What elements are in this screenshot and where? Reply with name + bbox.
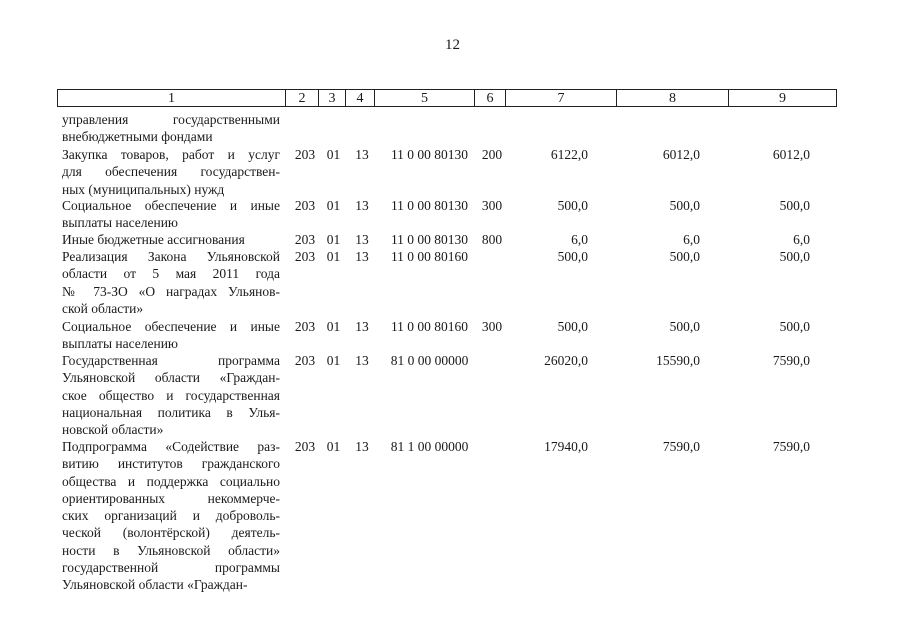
row-name-line: общества и поддержка социально (62, 473, 280, 489)
cell-c4: 13 (355, 198, 369, 213)
row-name (62, 146, 280, 198)
row-name (62, 352, 280, 438)
cell-c7: 6122,0 (550, 147, 588, 162)
row-name-line: Ульяновской области «Граждан- (62, 370, 280, 386)
cell-c7: 17940,0 (544, 439, 588, 454)
header-cell-1: 1 (58, 90, 286, 106)
row-name-line: ориентированных некоммерче- (62, 490, 280, 506)
row-name-line: ское общество и государственная (62, 387, 280, 403)
cell-c3: 01 (326, 249, 341, 264)
row-name-line: государственной программы (62, 560, 280, 576)
cell-c9: 500,0 (779, 249, 810, 264)
cell-c3: 01 (326, 232, 341, 247)
cell-c5: 11 0 00 80130 (390, 147, 469, 162)
cell-c3: 01 (326, 319, 341, 334)
header-cell-8: 8 (617, 90, 729, 106)
row-name-line: ных (муниципальных) нужд (62, 181, 225, 197)
header-cell-6: 6 (475, 90, 506, 106)
cell-c9: 7590,0 (772, 353, 810, 368)
cell-c5: 11 0 00 80160 (390, 319, 469, 334)
cell-c4: 13 (355, 232, 369, 247)
cell-c4: 13 (355, 319, 369, 334)
cell-c7: 26020,0 (544, 353, 588, 368)
row-name-line: Реализация Закона Ульяновской (62, 249, 280, 264)
cell-c8: 15590,0 (656, 353, 700, 368)
cell-c9: 6,0 (793, 232, 810, 247)
cell-c4: 13 (355, 439, 369, 454)
row-name-line: области от 5 мая 2011 года (62, 266, 280, 282)
cell-c3: 01 (326, 353, 341, 368)
cell-c8: 500,0 (669, 319, 700, 334)
cell-c2: 203 (294, 147, 316, 162)
row-name-line: ских организаций и доброволь- (62, 508, 280, 524)
cell-c7: 6,0 (571, 232, 588, 247)
cell-c3: 01 (326, 147, 341, 162)
row-name-line: ности в Ульяновской области» (62, 542, 280, 558)
row-name-line: для обеспечения государствен- (62, 164, 280, 180)
cell-c8: 500,0 (669, 198, 700, 213)
row-name (62, 438, 280, 594)
cell-c9: 6012,0 (772, 147, 810, 162)
row-name-line: Социальное обеспечение и иные (62, 198, 280, 213)
header-cell-4: 4 (346, 90, 375, 106)
cell-c2: 203 (294, 353, 316, 368)
row-name-line: Закупка товаров, работ и услуг (62, 147, 280, 162)
row-name-line: № 73-ЗО «О наградах Ульянов- (62, 283, 280, 299)
table-header (57, 89, 837, 107)
row-name-line: управления государственными (62, 112, 280, 127)
cell-c6: 200 (481, 147, 503, 162)
page-number: 12 (445, 37, 460, 53)
cell-c9: 7590,0 (772, 439, 810, 454)
cell-c8: 7590,0 (662, 439, 700, 454)
cell-c2: 203 (294, 439, 316, 454)
cell-c4: 13 (355, 249, 369, 264)
row-name-line: национальная политика в Улья- (62, 404, 280, 420)
cell-c6: 800 (481, 232, 503, 247)
row-name-line: Подпрограмма «Содействие раз- (62, 439, 280, 454)
row-name (62, 318, 280, 353)
cell-c2: 203 (294, 249, 316, 264)
header-cell-5: 5 (375, 90, 475, 106)
row-name (62, 248, 280, 317)
cell-c8: 500,0 (669, 249, 700, 264)
row-name (62, 231, 280, 248)
row-name-line: витию институтов гражданского (62, 456, 280, 472)
header-cell-9: 9 (779, 91, 786, 106)
row-name-line: Ульяновской области «Граждан- (62, 577, 248, 593)
cell-c7: 500,0 (557, 319, 588, 334)
cell-c2: 203 (294, 198, 316, 213)
cell-c8: 6012,0 (662, 147, 700, 162)
row-name-line: выплаты населению (62, 336, 179, 352)
header-cell-3: 3 (319, 90, 346, 106)
header-cell-2: 2 (286, 90, 319, 106)
cell-c5: 11 0 00 80130 (390, 198, 469, 213)
cell-c9: 500,0 (779, 319, 810, 334)
cell-c6: 300 (481, 198, 503, 213)
row-name-line: ческой (волонтёрской) деятель- (62, 525, 280, 541)
row-name-line: Социальное обеспечение и иные (62, 319, 280, 334)
row-name-line: новской области» (62, 422, 164, 438)
cell-c3: 01 (326, 198, 341, 213)
cell-c4: 13 (355, 353, 369, 368)
cell-c9: 500,0 (779, 198, 810, 213)
row-name-line: ской области» (62, 300, 144, 316)
row-name (62, 111, 280, 146)
cell-c2: 203 (294, 319, 316, 334)
cell-c2: 203 (294, 232, 316, 247)
cell-c6: 300 (481, 319, 503, 334)
row-name-line: Иные бюджетные ассигнования (62, 232, 245, 247)
row-name (62, 197, 280, 232)
header-cell-7: 7 (506, 90, 617, 106)
row-name-line: выплаты населению (62, 215, 179, 231)
cell-c4: 13 (355, 147, 369, 162)
cell-c7: 500,0 (557, 198, 588, 213)
cell-c5: 81 0 00 00000 (390, 353, 469, 368)
cell-c5: 81 1 00 00000 (390, 439, 469, 454)
cell-c8: 6,0 (683, 232, 700, 247)
row-name-line: Государственная программа (62, 353, 280, 368)
cell-c5: 11 0 00 80160 (390, 249, 469, 264)
row-name-line: внебюджетными фондами (62, 129, 213, 145)
cell-c3: 01 (326, 439, 341, 454)
cell-c7: 500,0 (557, 249, 588, 264)
cell-c5: 11 0 00 80130 (390, 232, 469, 247)
